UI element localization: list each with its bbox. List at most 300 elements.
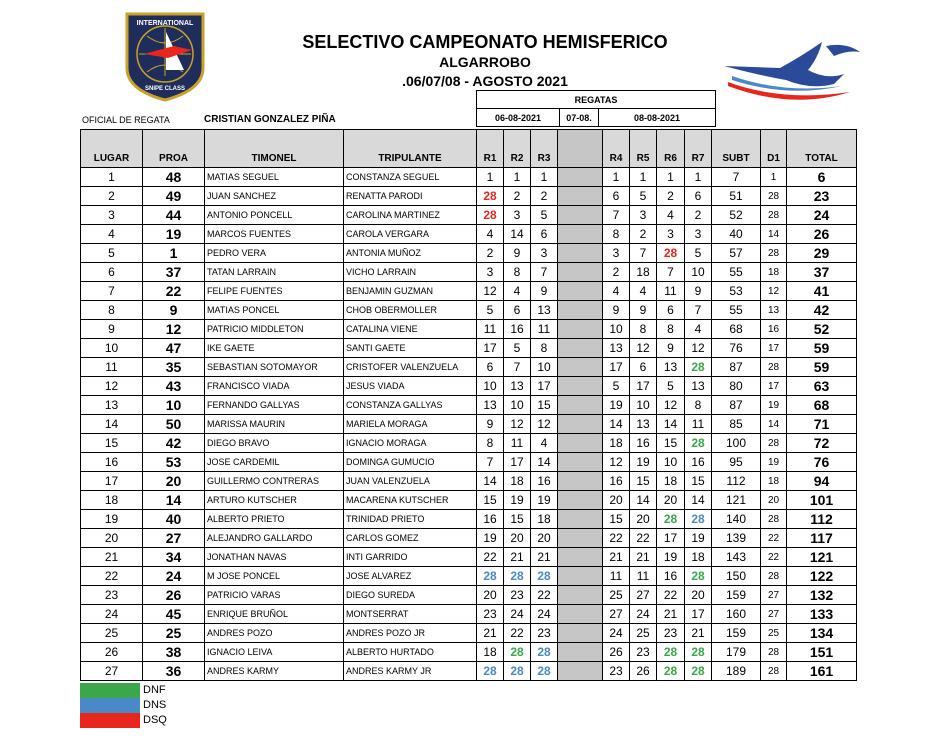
race-5-cell: 22 — [630, 529, 657, 548]
race-7-cell: 17 — [685, 605, 712, 624]
lugar-cell: 9 — [81, 320, 143, 339]
lugar-cell: 19 — [81, 510, 143, 529]
col-tripulante: TRIPULANTE — [344, 130, 477, 168]
race-2-cell: 13 — [504, 377, 531, 396]
race-7-cell: 13 — [685, 377, 712, 396]
race-1-cell: 21 — [477, 624, 504, 643]
table-row — [81, 643, 857, 662]
legend-dns-swatch — [80, 698, 140, 713]
col-r5: R5 — [630, 130, 657, 168]
d1-cell: 28 — [761, 434, 787, 453]
proa-cell: 49 — [143, 187, 205, 206]
race-5-cell: 3 — [630, 206, 657, 225]
race-7-cell: 10 — [685, 263, 712, 282]
officer-label: OFICIAL DE REGATA — [82, 115, 170, 125]
timonel-cell: ANDRES POZO — [205, 624, 344, 643]
race-1-cell: 17 — [477, 339, 504, 358]
total-cell: 132 — [787, 586, 857, 605]
race-5-cell: 21 — [630, 548, 657, 567]
race-3-cell: 18 — [531, 510, 558, 529]
race-6-cell: 28 — [657, 662, 685, 681]
race-3-cell: 12 — [531, 415, 558, 434]
d1-cell: 25 — [761, 624, 787, 643]
race-3-cell: 28 — [531, 662, 558, 681]
timonel-cell: M JOSE PONCEL — [205, 567, 344, 586]
race-7-cell: 28 — [685, 510, 712, 529]
gap-cell — [558, 320, 603, 339]
legend-dnf-label: DNF — [143, 684, 166, 696]
timonel-cell: ANDRES KARMY — [205, 662, 344, 681]
table-row — [81, 624, 857, 643]
subt-cell: 7 — [712, 168, 761, 187]
race-4-cell: 25 — [603, 586, 630, 605]
race-2-cell: 4 — [504, 282, 531, 301]
d1-cell: 12 — [761, 282, 787, 301]
tripulante-cell: CAROLINA MARTINEZ — [344, 206, 477, 225]
race-1-cell: 28 — [477, 187, 504, 206]
race-3-cell: 21 — [531, 548, 558, 567]
race-1-cell: 3 — [477, 263, 504, 282]
timonel-cell: TATAN LARRAIN — [205, 263, 344, 282]
tripulante-cell: ALBERTO HURTADO — [344, 643, 477, 662]
table-row — [81, 453, 857, 472]
race-3-cell: 23 — [531, 624, 558, 643]
proa-cell: 50 — [143, 415, 205, 434]
race-1-cell: 20 — [477, 586, 504, 605]
race-4-cell: 7 — [603, 206, 630, 225]
race-4-cell: 16 — [603, 472, 630, 491]
race-1-cell: 18 — [477, 643, 504, 662]
race-4-cell: 8 — [603, 225, 630, 244]
tripulante-cell: ANTONIA MUÑOZ — [344, 244, 477, 263]
total-cell: 112 — [787, 510, 857, 529]
table-row — [81, 301, 857, 320]
gap-cell — [558, 301, 603, 320]
total-cell: 101 — [787, 491, 857, 510]
lugar-cell: 11 — [81, 358, 143, 377]
total-cell: 26 — [787, 225, 857, 244]
tripulante-cell: INTI GARRIDO — [344, 548, 477, 567]
race-2-cell: 28 — [504, 643, 531, 662]
subt-cell: 55 — [712, 301, 761, 320]
race-3-cell: 24 — [531, 605, 558, 624]
table-row — [81, 510, 857, 529]
regatas-label: REGATAS — [477, 91, 716, 109]
race-4-cell: 18 — [603, 434, 630, 453]
tripulante-cell: JOSE ALVAREZ — [344, 567, 477, 586]
col-lugar: LUGAR — [81, 130, 143, 168]
race-2-cell: 20 — [504, 529, 531, 548]
total-cell: 68 — [787, 396, 857, 415]
race-3-cell: 9 — [531, 282, 558, 301]
table-row — [81, 586, 857, 605]
race-3-cell: 16 — [531, 472, 558, 491]
total-cell: 151 — [787, 643, 857, 662]
race-1-cell: 19 — [477, 529, 504, 548]
race-4-cell: 5 — [603, 377, 630, 396]
race-4-cell: 6 — [603, 187, 630, 206]
proa-cell: 9 — [143, 301, 205, 320]
race-7-cell: 28 — [685, 567, 712, 586]
race-7-cell: 9 — [685, 282, 712, 301]
svg-text:INTERNATIONAL: INTERNATIONAL — [136, 20, 194, 27]
race-3-cell: 28 — [531, 567, 558, 586]
race-5-cell: 7 — [630, 244, 657, 263]
proa-cell: 40 — [143, 510, 205, 529]
col-r3: R3 — [531, 130, 558, 168]
race-2-cell: 28 — [504, 567, 531, 586]
gap-cell — [558, 586, 603, 605]
race-5-cell: 11 — [630, 567, 657, 586]
table-row — [81, 567, 857, 586]
race-2-cell: 24 — [504, 605, 531, 624]
subt-cell: 159 — [712, 586, 761, 605]
proa-cell: 42 — [143, 434, 205, 453]
race-3-cell: 15 — [531, 396, 558, 415]
results-table — [80, 129, 857, 681]
d1-cell: 18 — [761, 472, 787, 491]
table-row — [81, 339, 857, 358]
race-6-cell: 17 — [657, 529, 685, 548]
timonel-cell: ALEJANDRO GALLARDO — [205, 529, 344, 548]
lugar-cell: 27 — [81, 662, 143, 681]
race-1-cell: 6 — [477, 358, 504, 377]
race-3-cell: 10 — [531, 358, 558, 377]
race-5-cell: 12 — [630, 339, 657, 358]
table-row — [81, 168, 857, 187]
race-2-cell: 11 — [504, 434, 531, 453]
timonel-cell: JONATHAN NAVAS — [205, 548, 344, 567]
subt-cell: 40 — [712, 225, 761, 244]
table-row — [81, 434, 857, 453]
race-6-cell: 28 — [657, 510, 685, 529]
race-3-cell: 11 — [531, 320, 558, 339]
subt-cell: 139 — [712, 529, 761, 548]
proa-cell: 19 — [143, 225, 205, 244]
lugar-cell: 13 — [81, 396, 143, 415]
lugar-cell: 25 — [81, 624, 143, 643]
legend-dnf-swatch — [80, 683, 140, 698]
race-4-cell: 10 — [603, 320, 630, 339]
race-7-cell: 8 — [685, 396, 712, 415]
subt-cell: 80 — [712, 377, 761, 396]
tripulante-cell: SANTI GAETE — [344, 339, 477, 358]
tripulante-cell: CONSTANZA SEGUEL — [344, 168, 477, 187]
race-5-cell: 4 — [630, 282, 657, 301]
table-row — [81, 282, 857, 301]
subt-cell: 68 — [712, 320, 761, 339]
total-cell: 41 — [787, 282, 857, 301]
race-5-cell: 25 — [630, 624, 657, 643]
race-5-cell: 8 — [630, 320, 657, 339]
d1-cell: 19 — [761, 453, 787, 472]
timonel-cell: PATRICIO VARAS — [205, 586, 344, 605]
race-2-cell: 5 — [504, 339, 531, 358]
d1-cell: 28 — [761, 244, 787, 263]
d1-cell: 19 — [761, 396, 787, 415]
proa-cell: 24 — [143, 567, 205, 586]
race-1-cell: 15 — [477, 491, 504, 510]
legend-dsq-swatch — [80, 713, 140, 728]
race-1-cell: 4 — [477, 225, 504, 244]
d1-cell: 18 — [761, 263, 787, 282]
table-row — [81, 320, 857, 339]
race-6-cell: 21 — [657, 605, 685, 624]
race-7-cell: 6 — [685, 187, 712, 206]
col-r4: R4 — [603, 130, 630, 168]
d1-cell: 16 — [761, 320, 787, 339]
results-body — [81, 168, 857, 681]
gap-cell — [558, 168, 603, 187]
race-4-cell: 15 — [603, 510, 630, 529]
lugar-cell: 8 — [81, 301, 143, 320]
race-3-cell: 2 — [531, 187, 558, 206]
race-6-cell: 22 — [657, 586, 685, 605]
race-3-cell: 4 — [531, 434, 558, 453]
subt-cell: 143 — [712, 548, 761, 567]
proa-cell: 27 — [143, 529, 205, 548]
table-row — [81, 662, 857, 681]
d1-cell: 28 — [761, 206, 787, 225]
lugar-cell: 15 — [81, 434, 143, 453]
col-r1: R1 — [477, 130, 504, 168]
gap-cell — [558, 624, 603, 643]
race-7-cell: 20 — [685, 586, 712, 605]
table-row — [81, 396, 857, 415]
total-cell: 52 — [787, 320, 857, 339]
total-cell: 122 — [787, 567, 857, 586]
proa-cell: 38 — [143, 643, 205, 662]
race-1-cell: 9 — [477, 415, 504, 434]
race-3-cell: 6 — [531, 225, 558, 244]
tripulante-cell: CARLOS GOMEZ — [344, 529, 477, 548]
total-cell: 121 — [787, 548, 857, 567]
subt-cell: 52 — [712, 206, 761, 225]
total-cell: 24 — [787, 206, 857, 225]
subt-cell: 85 — [712, 415, 761, 434]
total-cell: 72 — [787, 434, 857, 453]
gap-cell — [558, 529, 603, 548]
regatas-header — [476, 90, 716, 127]
day-label-2: 07-08. — [560, 109, 599, 127]
race-6-cell: 7 — [657, 263, 685, 282]
proa-cell: 12 — [143, 320, 205, 339]
race-2-cell: 15 — [504, 510, 531, 529]
lugar-cell: 12 — [81, 377, 143, 396]
subt-cell: 87 — [712, 358, 761, 377]
proa-cell: 14 — [143, 491, 205, 510]
timonel-cell: MARCOS FUENTES — [205, 225, 344, 244]
race-3-cell: 19 — [531, 491, 558, 510]
race-6-cell: 20 — [657, 491, 685, 510]
race-7-cell: 28 — [685, 643, 712, 662]
race-5-cell: 14 — [630, 491, 657, 510]
lugar-cell: 2 — [81, 187, 143, 206]
d1-cell: 22 — [761, 529, 787, 548]
total-cell: 29 — [787, 244, 857, 263]
gap-cell — [558, 453, 603, 472]
bird-logo — [722, 36, 867, 108]
race-7-cell: 7 — [685, 301, 712, 320]
gap-cell — [558, 187, 603, 206]
race-3-cell: 14 — [531, 453, 558, 472]
race-7-cell: 1 — [685, 168, 712, 187]
race-2-cell: 10 — [504, 396, 531, 415]
proa-cell: 35 — [143, 358, 205, 377]
race-4-cell: 11 — [603, 567, 630, 586]
timonel-cell: PEDRO VERA — [205, 244, 344, 263]
tripulante-cell: CONSTANZA GALLYAS — [344, 396, 477, 415]
race-6-cell: 8 — [657, 320, 685, 339]
race-6-cell: 23 — [657, 624, 685, 643]
gap-cell — [558, 643, 603, 662]
lugar-cell: 21 — [81, 548, 143, 567]
race-5-cell: 24 — [630, 605, 657, 624]
race-6-cell: 4 — [657, 206, 685, 225]
lugar-cell: 14 — [81, 415, 143, 434]
race-4-cell: 1 — [603, 168, 630, 187]
subt-cell: 160 — [712, 605, 761, 624]
d1-cell: 1 — [761, 168, 787, 187]
day-label-1: 06-08-2021 — [477, 109, 560, 127]
timonel-cell: MARISSA MAURIN — [205, 415, 344, 434]
gap-cell — [558, 548, 603, 567]
race-2-cell: 21 — [504, 548, 531, 567]
proa-cell: 48 — [143, 168, 205, 187]
tripulante-cell: MACARENA KUTSCHER — [344, 491, 477, 510]
race-1-cell: 1 — [477, 168, 504, 187]
race-1-cell: 22 — [477, 548, 504, 567]
race-2-cell: 19 — [504, 491, 531, 510]
col-r2: R2 — [504, 130, 531, 168]
race-2-cell: 23 — [504, 586, 531, 605]
race-5-cell: 5 — [630, 187, 657, 206]
lugar-cell: 20 — [81, 529, 143, 548]
tripulante-cell: DIEGO SUREDA — [344, 586, 477, 605]
timonel-cell: GUILLERMO CONTRERAS — [205, 472, 344, 491]
proa-cell: 10 — [143, 396, 205, 415]
total-cell: 76 — [787, 453, 857, 472]
race-2-cell: 9 — [504, 244, 531, 263]
race-5-cell: 10 — [630, 396, 657, 415]
race-6-cell: 1 — [657, 168, 685, 187]
race-6-cell: 2 — [657, 187, 685, 206]
subt-cell: 55 — [712, 263, 761, 282]
race-2-cell: 12 — [504, 415, 531, 434]
tripulante-cell: ANDRES POZO JR — [344, 624, 477, 643]
race-6-cell: 15 — [657, 434, 685, 453]
race-6-cell: 11 — [657, 282, 685, 301]
tripulante-cell: CATALINA VIENE — [344, 320, 477, 339]
race-3-cell: 20 — [531, 529, 558, 548]
race-6-cell: 28 — [657, 244, 685, 263]
race-5-cell: 23 — [630, 643, 657, 662]
race-1-cell: 2 — [477, 244, 504, 263]
subt-cell: 121 — [712, 491, 761, 510]
table-row — [81, 548, 857, 567]
race-4-cell: 26 — [603, 643, 630, 662]
table-row — [81, 358, 857, 377]
tripulante-cell: CRISTOFER VALENZUELA — [344, 358, 477, 377]
lugar-cell: 26 — [81, 643, 143, 662]
tripulante-cell: MONTSERRAT — [344, 605, 477, 624]
col-timonel: TIMONEL — [205, 130, 344, 168]
col-subt: SUBT — [712, 130, 761, 168]
race-4-cell: 13 — [603, 339, 630, 358]
officer-name: CRISTIAN GONZALEZ PIÑA — [204, 114, 336, 125]
timonel-cell: FELIPE FUENTES — [205, 282, 344, 301]
timonel-cell: FERNANDO GALLYAS — [205, 396, 344, 415]
race-7-cell: 21 — [685, 624, 712, 643]
proa-cell: 37 — [143, 263, 205, 282]
race-7-cell: 18 — [685, 548, 712, 567]
race-1-cell: 10 — [477, 377, 504, 396]
tripulante-cell: JUAN VALENZUELA — [344, 472, 477, 491]
tripulante-cell: BENJAMIN GUZMAN — [344, 282, 477, 301]
event-dates: .06/07/08 - AGOSTO 2021 — [402, 73, 568, 89]
d1-cell: 13 — [761, 301, 787, 320]
d1-cell: 28 — [761, 567, 787, 586]
lugar-cell: 10 — [81, 339, 143, 358]
lugar-cell: 23 — [81, 586, 143, 605]
d1-cell: 28 — [761, 662, 787, 681]
race-1-cell: 28 — [477, 567, 504, 586]
race-3-cell: 17 — [531, 377, 558, 396]
race-3-cell: 7 — [531, 263, 558, 282]
race-3-cell: 13 — [531, 301, 558, 320]
race-1-cell: 28 — [477, 206, 504, 225]
race-7-cell: 19 — [685, 529, 712, 548]
tripulante-cell: CHOB OBERMOLLER — [344, 301, 477, 320]
col-r7: R7 — [685, 130, 712, 168]
race-5-cell: 2 — [630, 225, 657, 244]
race-1-cell: 28 — [477, 662, 504, 681]
race-6-cell: 13 — [657, 358, 685, 377]
gap-cell — [558, 263, 603, 282]
subt-cell: 95 — [712, 453, 761, 472]
race-6-cell: 9 — [657, 339, 685, 358]
lugar-cell: 24 — [81, 605, 143, 624]
gap-cell — [558, 282, 603, 301]
tripulante-cell: DOMINGA GUMUCIO — [344, 453, 477, 472]
race-2-cell: 22 — [504, 624, 531, 643]
race-5-cell: 1 — [630, 168, 657, 187]
tripulante-cell: IGNACIO MORAGA — [344, 434, 477, 453]
proa-cell: 53 — [143, 453, 205, 472]
race-1-cell: 14 — [477, 472, 504, 491]
d1-cell: 27 — [761, 586, 787, 605]
timonel-cell: JUAN SANCHEZ — [205, 187, 344, 206]
race-2-cell: 14 — [504, 225, 531, 244]
race-7-cell: 16 — [685, 453, 712, 472]
race-4-cell: 3 — [603, 244, 630, 263]
race-4-cell: 27 — [603, 605, 630, 624]
tripulante-cell: CAROLA VERGARA — [344, 225, 477, 244]
race-4-cell: 2 — [603, 263, 630, 282]
race-1-cell: 11 — [477, 320, 504, 339]
race-7-cell: 3 — [685, 225, 712, 244]
race-5-cell: 9 — [630, 301, 657, 320]
lugar-cell: 22 — [81, 567, 143, 586]
race-6-cell: 5 — [657, 377, 685, 396]
tripulante-cell: ANDRES KARMY JR — [344, 662, 477, 681]
lugar-cell: 5 — [81, 244, 143, 263]
race-1-cell: 16 — [477, 510, 504, 529]
race-4-cell: 23 — [603, 662, 630, 681]
race-6-cell: 16 — [657, 567, 685, 586]
total-cell: 6 — [787, 168, 857, 187]
race-4-cell: 20 — [603, 491, 630, 510]
